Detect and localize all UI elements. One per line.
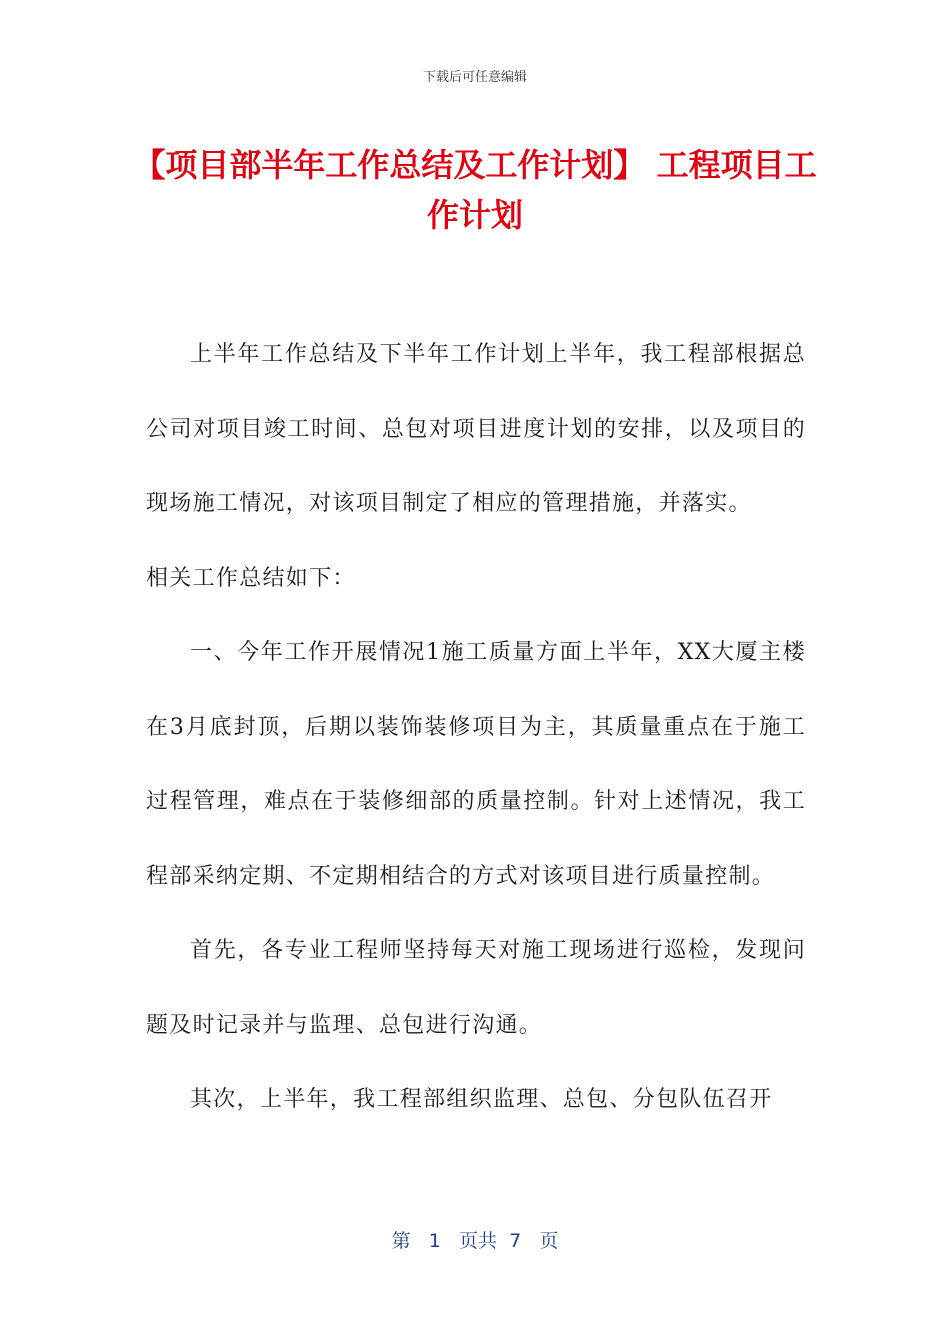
paragraph-3: 一、今年工作开展情况1施工质量方面上半年，XX大厦主楼在3月底封顶，后期以装饰装修项目为主，其质量重点在于施工过程管理，难点在于装修细部的质量控制。针对上述情况，我工程部采纳定期、不定期相结合的方式对该项目进行质量控制。	[146, 640, 806, 889]
footer-mid: 页共	[459, 1230, 498, 1252]
footer-prefix: 第	[391, 1230, 411, 1252]
paragraph-2: 相关工作总结如下：	[146, 565, 356, 591]
paragraph-1: 上半年工作总结及下半年工作计划上半年，我工程部根据总公司对项目竣工时间、总包对项目进度计划的安排，以及项目的现场施工情况，对该项目制定了相应的管理措施，并落实。	[146, 342, 806, 516]
page-footer	[0, 1226, 950, 1253]
document-title: 【项目部半年工作总结及工作计划】 工程项目工作计划	[133, 146, 817, 234]
footer-current-page: 1	[428, 1230, 441, 1252]
header-note: 下载后可任意编辑	[422, 70, 527, 85]
footer-suffix: 页	[539, 1230, 559, 1252]
footer-total-pages: 7	[509, 1230, 522, 1252]
paragraph-5: 其次，上半年，我工程部组织监理、总包、分包队伍召开	[190, 1087, 773, 1112]
document-body	[146, 318, 806, 1138]
paragraph-4: 首先，各专业工程师坚持每天对施工现场进行巡检，发现问题及时记录并与监理、总包进行沟通。	[146, 938, 806, 1038]
